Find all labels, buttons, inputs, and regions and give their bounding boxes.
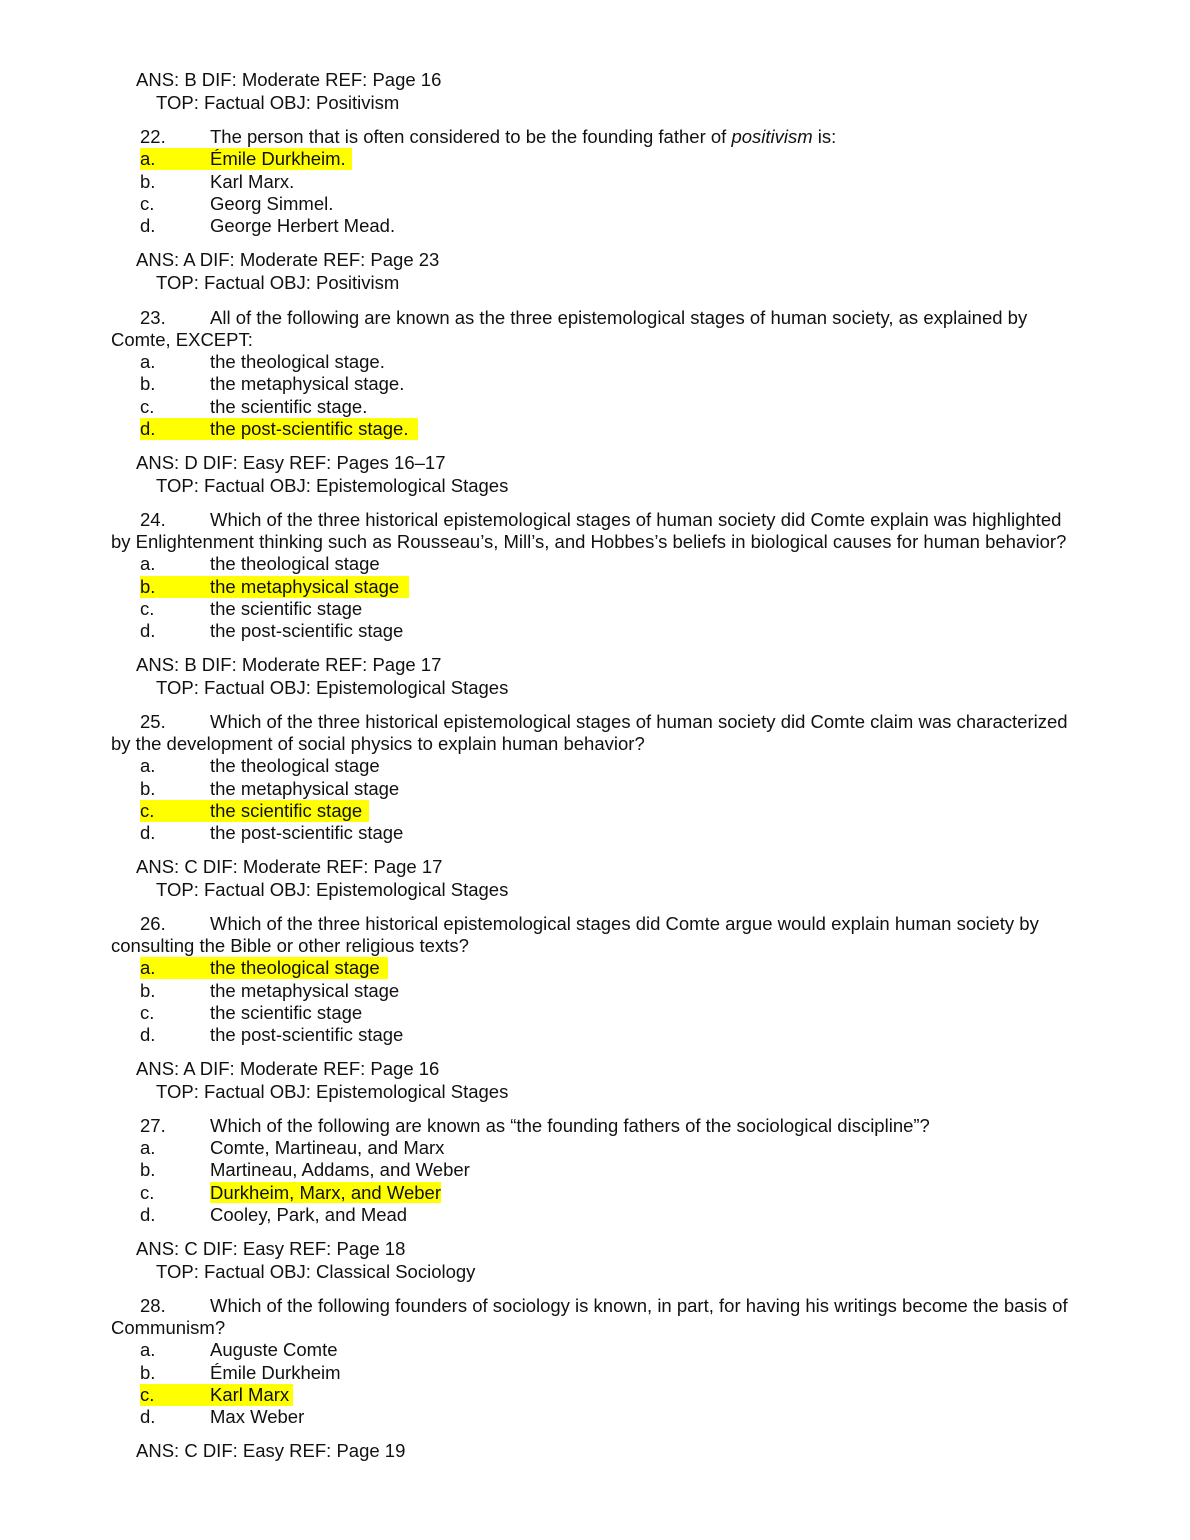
- option-c-highlighted: c. Karl Marx: [140, 1384, 293, 1406]
- option-a: a. the theological stage: [140, 755, 380, 776]
- question-text: All of the following are known as the three epistemological stages of human society, as explained by: [210, 307, 1028, 328]
- option-a: a. the theological stage.: [140, 351, 385, 372]
- topic-objective: TOP: Factual OBJ: Positivism: [156, 92, 400, 113]
- option-a: a. the theological stage: [140, 553, 380, 574]
- question-text: Which of the three historical epistemological stages did Comte argue would explain human society by: [210, 913, 1039, 934]
- question-text: Which of the following are known as “the founding fathers of the sociological discipline”?: [210, 1115, 930, 1136]
- highlighted-answer: Durkheim, Marx, and Weber: [210, 1182, 441, 1203]
- option-d: d. Max Weber: [140, 1406, 305, 1427]
- option-d: d. the post-scientific stage: [140, 1024, 404, 1045]
- question-number: 22.: [140, 126, 166, 147]
- option-a-highlighted: a. Émile Durkheim.: [140, 148, 352, 170]
- option-c: c. Durkheim, Marx, and Weber: [140, 1182, 441, 1203]
- option-c: c. the scientific stage: [140, 1002, 363, 1023]
- question-text-continued: consulting the Bible or other religious texts?: [111, 935, 469, 956]
- option-a-highlighted: a. the theological stage: [140, 957, 388, 979]
- option-d: d. the post-scientific stage: [140, 620, 404, 641]
- option-a: a. Comte, Martineau, and Marx: [140, 1137, 445, 1158]
- question-text-continued: by the development of social physics to explain human behavior?: [111, 733, 645, 754]
- option-d-highlighted: d. the post-scientific stage.: [140, 418, 418, 440]
- answer-key: ANS: A DIF: Moderate REF: Page 16: [136, 1058, 440, 1079]
- option-d: d. Cooley, Park, and Mead: [140, 1204, 408, 1225]
- question-number: 26.: [140, 913, 166, 934]
- question-text-continued: Communism?: [111, 1317, 226, 1338]
- option-b-highlighted: b. the metaphysical stage: [140, 576, 409, 598]
- option-c: c. Georg Simmel.: [140, 193, 334, 214]
- answer-key: ANS: C DIF: Moderate REF: Page 17: [136, 856, 443, 877]
- option-b: b. the metaphysical stage: [140, 980, 400, 1001]
- option-c: c. the scientific stage.: [140, 396, 368, 417]
- option-d: d. George Herbert Mead.: [140, 215, 396, 236]
- answer-key: ANS: D DIF: Easy REF: Pages 16–17: [136, 452, 446, 473]
- answer-key: ANS: B DIF: Moderate REF: Page 17: [136, 654, 442, 675]
- question-text: The person that is often considered to be the founding father of positivism is:: [210, 126, 837, 147]
- topic-objective: TOP: Factual OBJ: Epistemological Stages: [156, 475, 509, 496]
- topic-objective: TOP: Factual OBJ: Epistemological Stages: [156, 879, 509, 900]
- topic-objective: TOP: Factual OBJ: Classical Sociology: [156, 1261, 476, 1282]
- question-number: 28.: [140, 1295, 166, 1316]
- answer-key: ANS: B DIF: Moderate REF: Page 16: [136, 69, 442, 90]
- topic-objective: TOP: Factual OBJ: Epistemological Stages: [156, 1081, 509, 1102]
- topic-objective: TOP: Factual OBJ: Positivism: [156, 272, 400, 293]
- question-text-continued: Comte, EXCEPT:: [111, 329, 253, 350]
- question-text: Which of the three historical epistemological stages of human society did Comte explain was highlighted: [210, 509, 1062, 530]
- question-text: Which of the following founders of sociology is known, in part, for having his writings become the basis of: [210, 1295, 1068, 1316]
- emphasis-term: positivism: [731, 126, 813, 147]
- option-b: b. the metaphysical stage.: [140, 373, 405, 394]
- option-b: b. Karl Marx.: [140, 171, 295, 192]
- question-text-continued: by Enlightenment thinking such as Rousseau’s, Mill’s, and Hobbes’s beliefs in biological causes for human behavior?: [111, 531, 1067, 552]
- option-c-highlighted: c. the scientific stage: [140, 800, 369, 822]
- question-number: 25.: [140, 711, 166, 732]
- question-number: 27.: [140, 1115, 166, 1136]
- answer-key: ANS: C DIF: Easy REF: Page 18: [136, 1238, 406, 1259]
- option-b: b. Émile Durkheim: [140, 1362, 341, 1383]
- answer-key: ANS: A DIF: Moderate REF: Page 23: [136, 249, 440, 270]
- topic-objective: TOP: Factual OBJ: Epistemological Stages: [156, 677, 509, 698]
- option-a: a. Auguste Comte: [140, 1339, 338, 1360]
- option-b: b. the metaphysical stage: [140, 778, 400, 799]
- question-number: 23.: [140, 307, 166, 328]
- question-text: Which of the three historical epistemological stages of human society did Comte claim was characterized: [210, 711, 1068, 732]
- answer-key: ANS: C DIF: Easy REF: Page 19: [136, 1440, 406, 1461]
- option-b: b. Martineau, Addams, and Weber: [140, 1159, 470, 1180]
- option-d: d. the post-scientific stage: [140, 822, 404, 843]
- option-c: c. the scientific stage: [140, 598, 363, 619]
- question-number: 24.: [140, 509, 166, 530]
